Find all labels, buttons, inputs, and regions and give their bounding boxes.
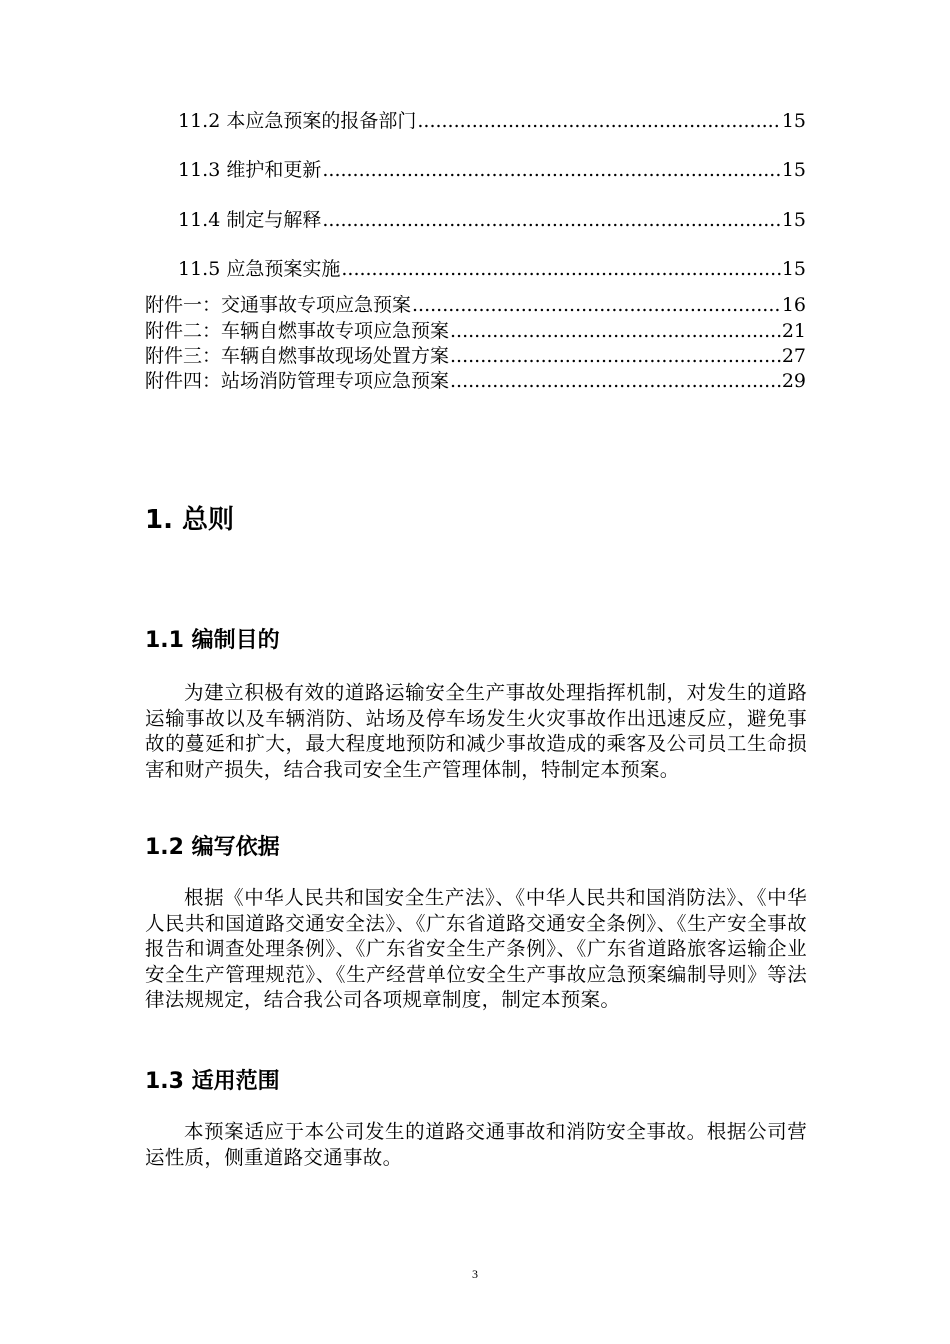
toc-leader: [322, 158, 780, 182]
paragraph: 本预案适应于本公司发生的道路交通事故和消防安全事故。根据公司营运性质，侧重道路交通事故。: [145, 1120, 807, 1169]
toc-entry-page: 21: [781, 320, 806, 342]
toc-entry-page: 15: [781, 159, 806, 181]
toc-entry[interactable]: [178, 109, 806, 133]
toc-entry-label: 附件三：车辆自燃事故现场处置方案: [145, 345, 450, 367]
page-number: 3: [472, 1267, 478, 1281]
toc-entry-label: 11.4 制定与解释: [178, 209, 322, 231]
toc-entry-page: 15: [781, 258, 806, 280]
toc-entry[interactable]: [178, 257, 806, 281]
toc-entry-label: 11.3 维护和更新: [178, 159, 322, 181]
toc-annex-entry[interactable]: [145, 369, 806, 393]
toc-entry-page: 27: [781, 345, 806, 367]
toc-entry[interactable]: [178, 208, 806, 232]
toc-annex-entry[interactable]: [145, 319, 806, 343]
toc-entry-label: 附件二：车辆自燃事故专项应急预案: [145, 320, 450, 342]
toc-leader: [322, 208, 780, 232]
subsection-heading: 1.2 编写依据: [145, 835, 280, 860]
toc-entry-label: 附件一：交通事故专项应急预案: [145, 294, 412, 316]
toc-entry-label: 附件四：站场消防管理专项应急预案: [145, 370, 450, 392]
paragraph: 为建立积极有效的道路运输安全生产事故处理指挥机制，对发生的道路运输事故以及车辆消防、站场及停车场发生火灾事故作出迅速反应，避免事故的蔓延和扩大，最大程度地预防和减少事故造成的乘客及公司员工生命损害和财产损失，结合我司安全生产管理体制，特制定本预案。: [145, 681, 807, 781]
toc-entry-page: 15: [781, 110, 806, 132]
toc-entry[interactable]: [178, 158, 806, 182]
toc-annex-entry[interactable]: [145, 344, 806, 368]
toc-entry-page: 29: [781, 370, 806, 392]
toc-entry-label: 11.2 本应急预案的报备部门: [178, 110, 417, 132]
toc-leader: [341, 257, 780, 281]
toc-entry-page: 15: [781, 209, 806, 231]
toc-entry-page: 16: [781, 294, 806, 316]
paragraph: 根据《中华人民共和国安全生产法》、《中华人民共和国消防法》、《中华人民共和国道路交通安全法》、《广东省道路交通安全条例》、《生产安全事故报告和调查处理条例》、《广东省安全生产条例》、《广东省道路旅客运输企业安全生产管理规范》、《生产经营单位安全生产事故应急预案编制导则》等法律法规规定，结合我公司各项规章制度，制定本预案。: [145, 886, 807, 1011]
toc-leader: [412, 293, 781, 317]
toc-entry-label: 11.5 应急预案实施: [178, 258, 341, 280]
toc-leader: [450, 344, 781, 368]
toc-annex-entry[interactable]: [145, 293, 806, 317]
toc-leader: [450, 319, 781, 343]
toc-leader: [450, 369, 781, 393]
subsection-heading: 1.1 编制目的: [145, 628, 280, 653]
section-heading: 1. 总则: [145, 505, 235, 535]
toc-leader: [417, 109, 780, 133]
subsection-heading: 1.3 适用范围: [145, 1069, 280, 1094]
